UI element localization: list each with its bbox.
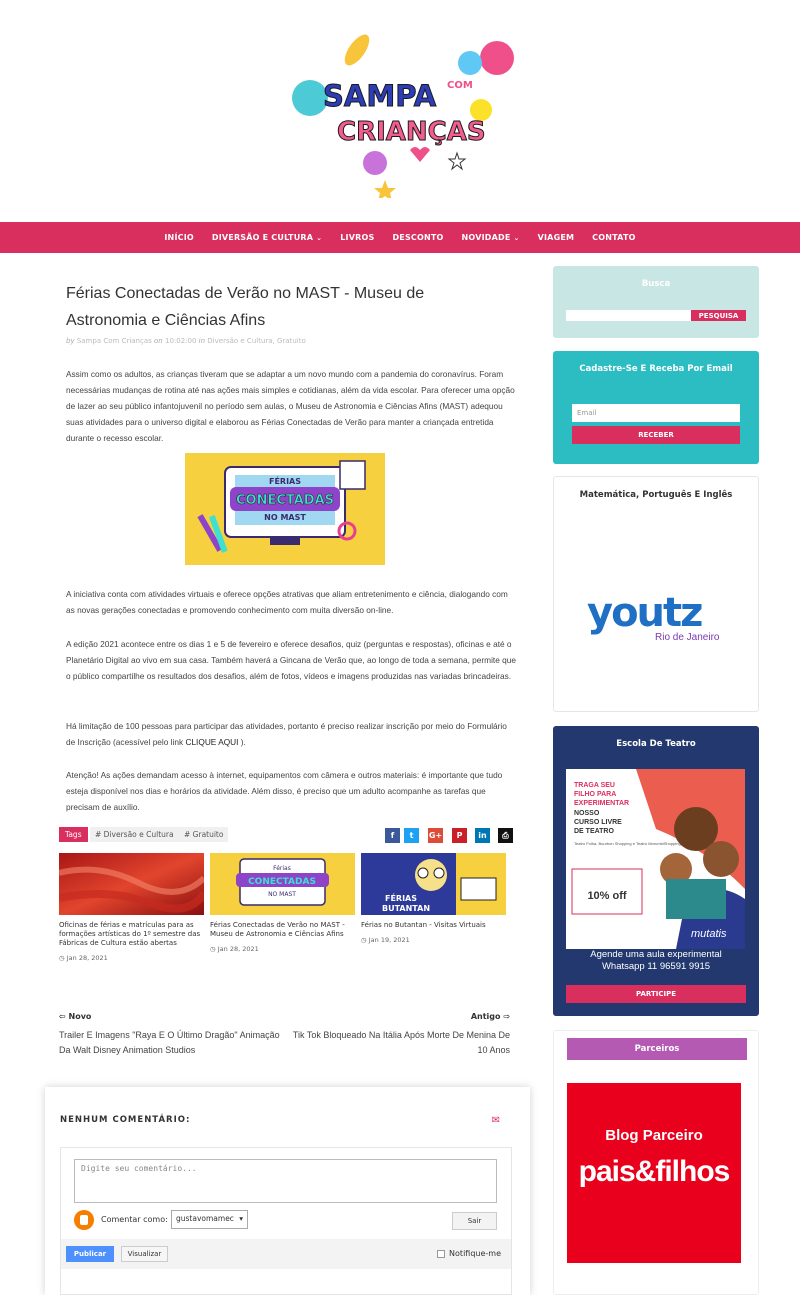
post-meta: by Sampa Com Crianças on 10:02:00 in Diversão e Cultura, Gratuito <box>66 337 306 345</box>
nav-item-início[interactable]: INÍCIO <box>164 233 194 242</box>
related-post-2[interactable] <box>210 853 355 953</box>
nav-item-novidade[interactable]: NOVIDADE ⌄ <box>461 233 520 242</box>
nav-item-contato[interactable]: CONTATO <box>592 233 636 242</box>
youtz-logo: youtz <box>587 592 702 636</box>
comment-as-label: Comentar como: <box>101 1215 168 1224</box>
nav-item-livros[interactable]: LIVROS <box>340 233 375 242</box>
search-title: Busca <box>641 279 671 289</box>
tag-gratuito[interactable]: # Gratuito <box>179 827 228 842</box>
logo-text-criancas: CRIANÇAS <box>337 117 486 147</box>
chevron-down-icon: ⌄ <box>316 233 323 242</box>
post-hero-image[interactable] <box>185 453 385 565</box>
subscribe-widget <box>553 351 759 464</box>
partner-ad-logo: pais&filhos <box>578 1155 730 1188</box>
arrow-right-icon: ⇨ <box>503 1012 510 1021</box>
partner-ad[interactable] <box>567 1083 741 1263</box>
google-plus-icon[interactable]: G+ <box>428 828 443 843</box>
related-thumb-1[interactable] <box>59 853 204 915</box>
svg-text:10% off: 10% off <box>587 890 627 902</box>
post-paragraph-4: Há limitação de 100 pessoas para participar das atividades, portanto é preciso realizar inscrição por meio do Formulário de Inscrição (acessível pelo link CLIQUE AQUI ). <box>66 721 507 747</box>
svg-text:Teatro Folha, Bourbon Shopping: Teatro Folha, Bourbon Shopping e Teatro MorumbiShopping <box>574 841 681 846</box>
logo-text-sampa: SAMPA <box>323 79 437 113</box>
comment-actions <box>61 1239 511 1269</box>
main-nav <box>0 222 800 253</box>
tags-share-row <box>58 827 513 843</box>
site-header <box>0 0 800 222</box>
theater-title: Escola De Teatro <box>616 739 696 749</box>
partners-widget <box>553 1030 759 1295</box>
post-paragraph-5: Atenção! As ações demandam acesso à internet, equipamentos com câmera e outros materiais: é importante que tudo esteja disponível nos dias e horários da atividade. Além disso, é preciso que um adulto acompanhe as tarefas que precisam de auxílio. <box>66 770 503 812</box>
linkedin-icon[interactable]: in <box>475 828 490 843</box>
related-title-3[interactable]: Férias no Butantan - Visitas Virtuais <box>361 921 486 929</box>
youtz-city: Rio de Janeiro <box>655 632 720 643</box>
svg-text:BUTANTAN: BUTANTAN <box>381 904 431 913</box>
related-title-2[interactable]: Férias Conectadas de Verão no MAST - Museu de Astronomia e Ciências Afins <box>210 921 345 938</box>
pinterest-icon[interactable]: P <box>452 828 467 843</box>
dropdown-arrow-icon: ▾ <box>239 1214 243 1223</box>
comment-bubble-icon: ✉ <box>491 1115 500 1126</box>
svg-text:FÉRIAS: FÉRIAS <box>384 894 418 903</box>
theater-caption: Agende uma aula experimental Whatsapp 11 96591 9915 <box>590 949 722 972</box>
clock-icon: ◷ <box>210 945 216 953</box>
post-paragraph-1: Assim como os adultos, as crianças tiveram que se adaptar a um novo mundo com a pandemia do coronavírus. Foram necessárias mudanças de rotina até nas ações mais simples e cotidianas, além da vida escolar. Para oferecer uma opção de lazer ao seu público infantojuvenil no período sem aulas, o Museu de Astronomia e Ciências Afins (MAST) adequou suas atividades para o universo digital e elaborou as Férias Conectadas de Verão para manter a criançada entretida durante o recesso escolar. <box>66 369 515 443</box>
facebook-icon[interactable]: f <box>385 828 400 843</box>
clock-icon: ◷ <box>361 936 367 944</box>
subscribe-title: Cadastre-Se E Receba Por Email <box>579 364 733 374</box>
nav-item-diversão-e-cultura[interactable]: DIVERSÃO E CULTURA ⌄ <box>211 233 323 242</box>
signout-button[interactable]: Sair <box>452 1212 497 1230</box>
newer-post-link[interactable]: Trailer E Imagens "Raya E O Último Dragão" Animação Da Walt Disney Animation Studios <box>59 1030 280 1055</box>
post-time: 10:02:00 <box>164 337 197 345</box>
svg-text:EXPERIMENTAR: EXPERIMENTAR <box>574 800 630 807</box>
post-title: Férias Conectadas de Verão no MAST - Museu de Astronomia e Ciências Afins <box>66 285 425 329</box>
search-input[interactable] <box>566 310 691 321</box>
comments-heading: NENHUM COMENTÁRIO: <box>60 1115 191 1125</box>
hero-text-conectadas: CONECTADAS <box>235 493 335 508</box>
subscribe-button[interactable]: RECEBER <box>572 426 740 444</box>
related-thumb-2[interactable] <box>210 853 355 915</box>
svg-text:NO MAST: NO MAST <box>268 891 296 898</box>
svg-text:CONECTADAS: CONECTADAS <box>248 877 316 887</box>
post-paragraph-2: A iniciativa conta com atividades virtuais e oferece opções atrativas que aliam entretenimento e ciência, dialogando com as novas gerações conectadas e promovendo conhecimento com muita diversão on-line. <box>66 589 508 615</box>
post-categories[interactable]: Diversão e Cultura, Gratuito <box>207 337 306 345</box>
hero-text-nomast: NO MAST <box>264 513 306 522</box>
related-post-3[interactable] <box>361 853 506 944</box>
twitter-icon[interactable]: t <box>404 828 419 843</box>
post-area <box>58 280 518 1055</box>
blogger-icon <box>74 1210 94 1230</box>
notify-checkbox[interactable] <box>437 1250 445 1258</box>
svg-text:mutatis: mutatis <box>691 928 727 940</box>
svg-text:TRAGA SEU: TRAGA SEU <box>574 782 615 789</box>
newer-label: ⇦ Novo <box>59 1012 92 1021</box>
theater-widget <box>553 726 759 1016</box>
hero-text-ferias: FÉRIAS <box>268 477 302 486</box>
post-paragraph-3: A edição 2021 acontece entre os dias 1 e 5 de fevereiro e oferece desafios, quiz (perguntas e respostas), oficinas e até o Planetário Digital ao vivo em sua casa. Também haverá a Gincana de Verão que, ao longo de toda a semana, permite que o público compartilhe os resultados dos desafios, além de fotos, vídeos e imagens produzidas nas variadas brincadeiras. <box>66 639 517 681</box>
older-label: Antigo ⇨ <box>470 1012 510 1021</box>
related-date-1: ◷ Jan 28, 2021 <box>59 954 108 962</box>
publish-button[interactable]: Publicar <box>66 1246 114 1262</box>
comments-section <box>45 1087 530 1295</box>
partners-title: Parceiros <box>567 1038 747 1060</box>
email-field[interactable]: Email <box>572 404 740 422</box>
search-button[interactable]: PESQUISA <box>691 310 746 321</box>
related-date-3: ◷ Jan 19, 2021 <box>361 936 410 944</box>
related-thumb-3[interactable] <box>361 853 506 915</box>
tags-label: Tags <box>59 827 88 842</box>
notify-label: Notifique-me <box>449 1249 501 1258</box>
related-post-1[interactable] <box>59 853 204 962</box>
comment-textarea[interactable]: Digite seu comentário... <box>74 1159 497 1203</box>
partner-ad-line1: Blog Parceiro <box>605 1127 703 1144</box>
comment-form <box>60 1147 512 1295</box>
signup-link[interactable]: CLIQUE AQUI <box>185 737 239 747</box>
nav-item-desconto[interactable]: DESCONTO <box>392 233 444 242</box>
print-icon[interactable]: ⎙ <box>498 828 513 843</box>
nav-item-viagem[interactable]: VIAGEM <box>537 233 575 242</box>
participate-button[interactable]: PARTICIPE <box>566 985 746 1003</box>
post-author[interactable]: Sampa Com Crianças <box>76 337 152 345</box>
search-widget <box>553 266 759 338</box>
chevron-down-icon: ⌄ <box>513 233 520 242</box>
older-post-link[interactable]: Tik Tok Bloqueado Na Itália Após Morte De Menina De 10 Anos <box>292 1030 510 1055</box>
notify-toggle[interactable] <box>437 1249 501 1258</box>
svg-text:Férias: Férias <box>273 865 291 872</box>
arrow-left-icon: ⇦ <box>59 1012 66 1021</box>
tag-diversao[interactable]: # Diversão e Cultura <box>90 827 179 842</box>
svg-text:DE TEATRO: DE TEATRO <box>574 828 614 835</box>
svg-text:FILHO PARA: FILHO PARA <box>574 791 617 798</box>
math-ad-widget <box>553 476 759 712</box>
related-title-1[interactable]: Oficinas de férias e matrículas para as formações artísticas do 1º semestre das Fábricas de Cultura estão abertas <box>59 921 201 947</box>
comment-identity-select[interactable]: gustavomamec ▾ <box>171 1210 248 1229</box>
logo-text-com: COM <box>447 80 473 91</box>
related-date-2: ◷ Jan 28, 2021 <box>210 945 259 953</box>
math-title: Matemática, Português E Inglês <box>579 490 733 500</box>
youtz-ad[interactable] <box>587 592 732 647</box>
clock-icon: ◷ <box>59 954 65 962</box>
preview-button[interactable]: Visualizar <box>121 1246 168 1262</box>
theater-ad[interactable] <box>566 769 745 949</box>
svg-text:CURSO LIVRE: CURSO LIVRE <box>574 819 622 826</box>
svg-text:NOSSO: NOSSO <box>574 810 600 817</box>
site-logo[interactable] <box>285 18 520 198</box>
